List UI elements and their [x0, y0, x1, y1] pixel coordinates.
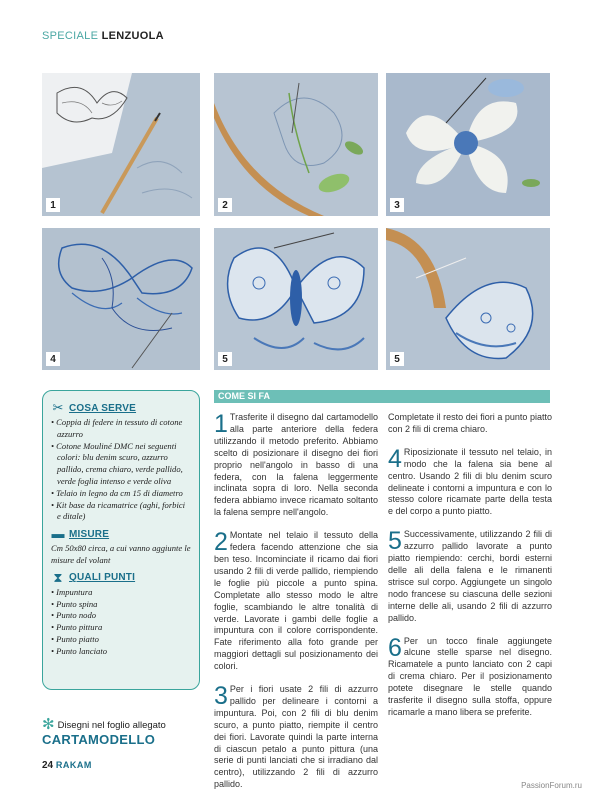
instructions-title: COME SI FA: [218, 391, 271, 401]
photo-badge: 1: [46, 198, 60, 212]
misure-text: Cm 50x80 circa, a cui vanno aggiunte le misure del volant: [51, 543, 191, 565]
photo-badge: 4: [46, 352, 60, 366]
pattern-note: [42, 718, 212, 747]
instructions-column-1: [214, 412, 378, 800]
watermark: PassionForum.ru: [521, 781, 582, 790]
section-label: SPECIALE: [42, 30, 99, 42]
step-3: 3 Per i fiori usate 2 fili di azzurro pallido per delineare i contorni a impuntura. Poi, con 2 fili di blu denim scuro, a punto piatto, riempite il centro dei fiori. Lavorate quindi la parte interna di ciascun petalo a punto pittura (una serie di punti lanciati che si irradiano dal centro), utilizzando 2 fili di azzurro pallido.: [214, 682, 378, 790]
photo-step-4: [42, 228, 200, 370]
photo-badge: 5: [218, 352, 232, 366]
magazine-name: RAKAM: [55, 760, 92, 770]
list-item: • Kit base da ricamatrice (aghi, forbici e ditale): [51, 500, 191, 524]
step-5: 5 Successivamente, utilizzando 2 fili di azzurro pallido lavorate a punto piatto riempiendo: cerchi, bordi esterni delle ali della falena e le rimanenti strisce sul corpo. Aggiungete un singolo nodo francese su ciascuna delle sezioni interne delle ali, usando 2 fili di azzurro pallido.: [388, 527, 552, 623]
list-item: • Punto pittura: [51, 622, 191, 634]
photo-step-5b: [386, 228, 550, 370]
step-1: 1 Trasferite il disegno dal cartamodello alla parte anteriore della federa utilizzando il metodo preferito. Abbiamo scelto di posizionare il disegno dei fiori proprio nell'angolo in basso di una federa, con la falena leggermente inclinata sopra di loro. Nella seconda federa abbiamo invece ricamato soltanto la falena sempre nell'angolo.: [214, 410, 378, 518]
cosa-serve-heading: ✂ COSA SERVE: [52, 400, 137, 415]
page-number: 24: [42, 760, 54, 771]
misure-heading: ▬ MISURE: [51, 526, 110, 542]
list-item: • Punto spina: [51, 599, 191, 611]
topic-label: LENZUOLA: [101, 30, 164, 42]
list-item: • Impuntura: [51, 587, 191, 599]
photo-badge: 2: [218, 198, 232, 212]
photo-badge: 3: [390, 198, 404, 212]
asterisk-icon: ✻: [42, 716, 55, 733]
photo-badge: 5: [390, 352, 404, 366]
step-4: 4 Riposizionate il tessuto nel telaio, in modo che la falena sia bene al centro. Usando 2 fili di blu denim scuro delineate i contorni a impuntura e con lo stesso colore ricamate parte della testa e del corpo a punto piatto.: [388, 444, 552, 517]
stitches-list: [51, 587, 191, 658]
thread-spool-icon: ⧗: [53, 569, 63, 585]
quali-punti-heading: ⧗ QUALI PUNTI: [51, 571, 191, 585]
photo-step-3: [386, 73, 550, 216]
instructions-column-2: [388, 412, 552, 730]
page-footer: [42, 760, 92, 771]
step-2: 2 Montate nel telaio il tessuto della federa facendo attenzione che sia ben teso. Incominciate il ricamo dai fiori usando 2 fili di verde pallido, riempiendo le foglie più piccole a punto spina. Completate allo stesso modo le altre foglie, scambiando le altre tonalità di verde. Lavorate i gambi delle foglie a impuntura con il colore corrispondente. Fate riferimento alla foto grande per maggiori dettagli sul posizionamento dei colori.: [214, 528, 378, 672]
ruler-icon: ▬: [51, 526, 65, 542]
list-item: • Punto nodo: [51, 610, 191, 622]
list-item: • Cotone Mouliné DMC nei seguenti colori: blu denim scuro, azzurro pallido, crema chiaro, verde pallido, verde foglia intenso e verde oliva: [51, 441, 191, 488]
materials-list: [51, 417, 191, 523]
step-3-continued: Completate il resto dei fiori a punto piatto con 2 fili di crema chiaro.: [388, 412, 552, 434]
scissors-icon: ✂: [52, 400, 64, 415]
photo-step-1: [42, 73, 200, 216]
pattern-small-text: Disegni nel foglio allegato: [57, 719, 166, 731]
section-header: [42, 30, 164, 42]
list-item: • Punto piatto: [51, 634, 191, 646]
list-item: • Punto lanciato: [51, 646, 191, 658]
list-item: • Telaio in legno da cm 15 di diametro: [51, 488, 191, 500]
materials-panel: [42, 390, 200, 690]
pattern-title: CARTAMODELLO: [42, 732, 156, 747]
photo-step-2: [214, 73, 378, 216]
list-item: • Coppia di federe in tessuto di cotone azzurro: [51, 417, 191, 441]
photo-step-5: [214, 228, 378, 370]
instructions-title-bar: [214, 390, 550, 403]
step-6: 6 Per un tocco finale aggiungete alcune stelle sparse nel disegno. Ricamatele a punto lanciato con 2 capi di crema chiaro. Per il posizionamento potete disegnare le stelle quando trasferite il disegno sulla stoffa, oppure ricamarle a mano libera se preferite.: [388, 633, 552, 717]
